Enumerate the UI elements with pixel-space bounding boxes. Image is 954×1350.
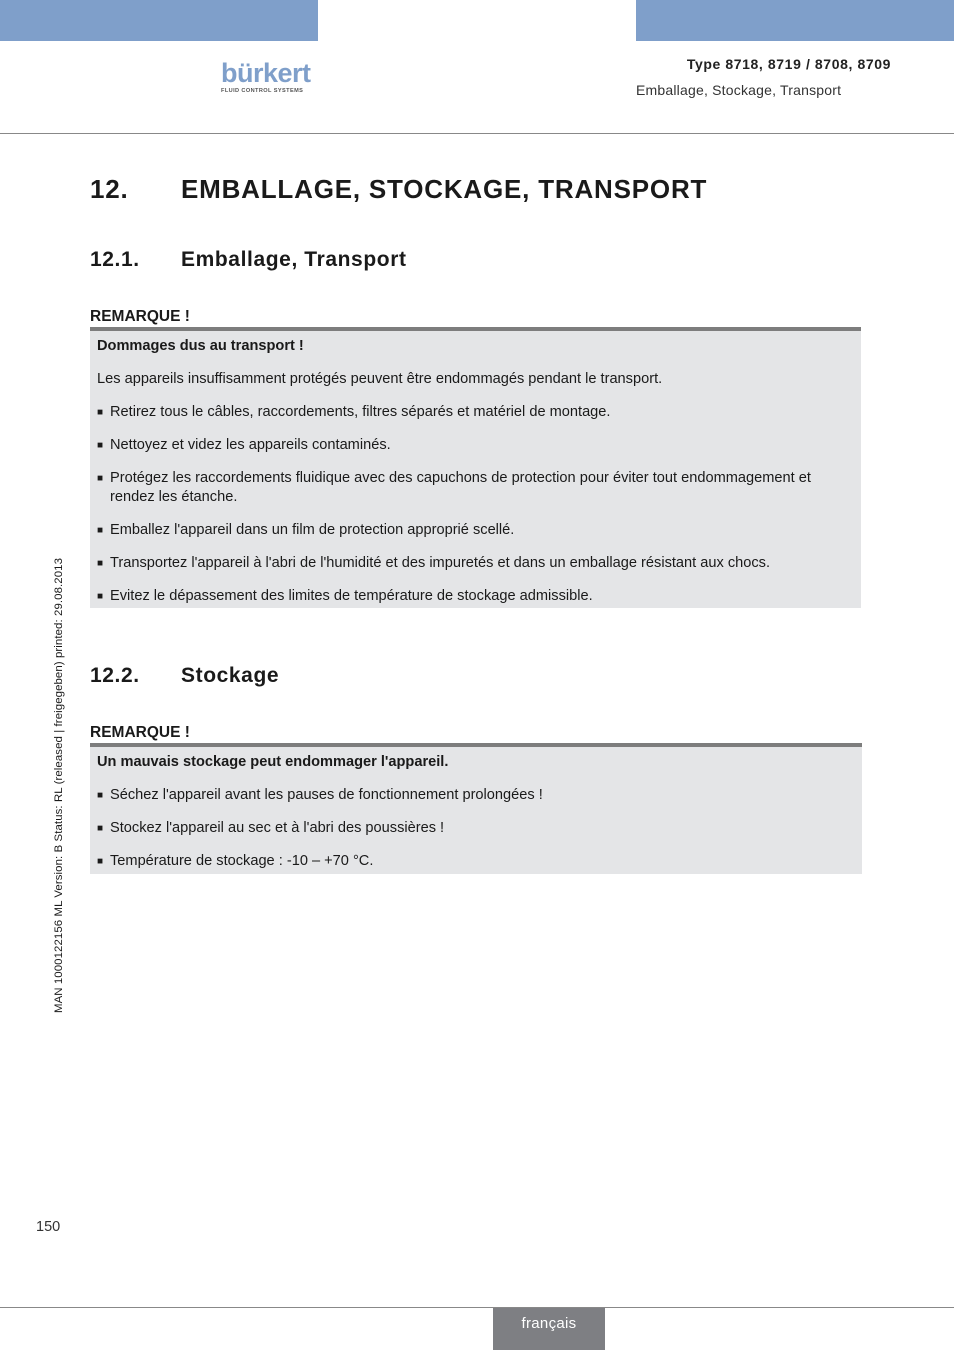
list-item: ■ Retirez tous le câbles, raccordements, filtres séparés et matériel de montage. <box>97 404 611 420</box>
list-item: ■ Protégez les raccordements fluidique avec des capuchons de protection pour éviter tout endommagement et rendez les étanche. <box>97 470 811 505</box>
list-item: ■ Evitez le dépassement des limites de température de stockage admissible. <box>97 588 593 604</box>
list-item: ■ Emballez l'appareil dans un film de protection approprié scellé. <box>97 522 515 538</box>
page-number: 150 <box>36 1219 61 1235</box>
notice-title: Un mauvais stockage peut endommager l'appareil. <box>97 754 449 770</box>
notice-label: REMARQUE ! <box>90 308 190 325</box>
notice-list <box>97 786 856 871</box>
notice-box-transport <box>90 327 861 608</box>
list-item: ■ Température de stockage : -10 – +70 °C. <box>97 853 374 869</box>
chapter-title: EMBALLAGE, STOCKAGE, TRANSPORT <box>181 174 708 204</box>
logo-wordmark: bürkert <box>221 58 311 88</box>
bullet-icon: ■ <box>97 558 104 569</box>
section-number: 12.1. <box>90 248 140 271</box>
notice-text: Les appareils insuffisamment protégés peuvent être endommagés pendant le transport. <box>97 371 663 387</box>
section-title: Emballage, Transport <box>181 248 407 271</box>
header-divider <box>0 133 954 134</box>
notice-title: Dommages dus au transport ! <box>97 338 304 354</box>
bullet-icon: ■ <box>97 473 104 484</box>
list-item: ■ Transportez l'appareil à l'abri de l'humidité et des impuretés et dans un emballage résistant aux chocs. <box>97 555 771 571</box>
list-item: ■ Nettoyez et videz les appareils contaminés. <box>97 437 391 453</box>
bullet-icon: ■ <box>97 407 104 418</box>
section-title: Stockage <box>181 664 280 687</box>
section-heading-12-2 <box>90 664 279 688</box>
logo-tagline: FLUID CONTROL SYSTEMS <box>221 88 304 94</box>
header-accent-bar-left <box>0 0 318 41</box>
chapter-heading <box>90 174 707 205</box>
language-tab: français <box>493 1308 605 1350</box>
section-number: 12.2. <box>90 664 140 687</box>
list-item: ■ Stockez l'appareil au sec et à l'abri des poussières ! <box>97 820 445 836</box>
header-type-line: Type 8718, 8719 / 8708, 8709 <box>686 56 891 72</box>
bullet-icon: ■ <box>97 856 104 867</box>
header-subtitle: Emballage, Stockage, Transport <box>636 82 842 98</box>
footer-divider <box>0 1307 954 1308</box>
bullet-icon: ■ <box>97 525 104 536</box>
notice-label: REMARQUE ! <box>90 724 190 741</box>
header-accent-bar-right <box>636 0 954 41</box>
bullet-icon: ■ <box>97 823 104 834</box>
section-heading-12-1 <box>90 248 407 272</box>
chapter-number: 12. <box>90 174 129 204</box>
bullet-icon: ■ <box>97 790 104 801</box>
bullet-icon: ■ <box>97 440 104 451</box>
notice-list <box>97 403 855 606</box>
notice-box-storage <box>90 743 862 874</box>
bullet-icon: ■ <box>97 591 104 602</box>
document-meta-sidebar: MAN 1000122156 ML Version: B Status: RL (released | freigegeben) printed: 29.08.2013 <box>53 557 65 1013</box>
list-item: ■ Séchez l'appareil avant les pauses de fonctionnement prolongées ! <box>97 787 543 803</box>
